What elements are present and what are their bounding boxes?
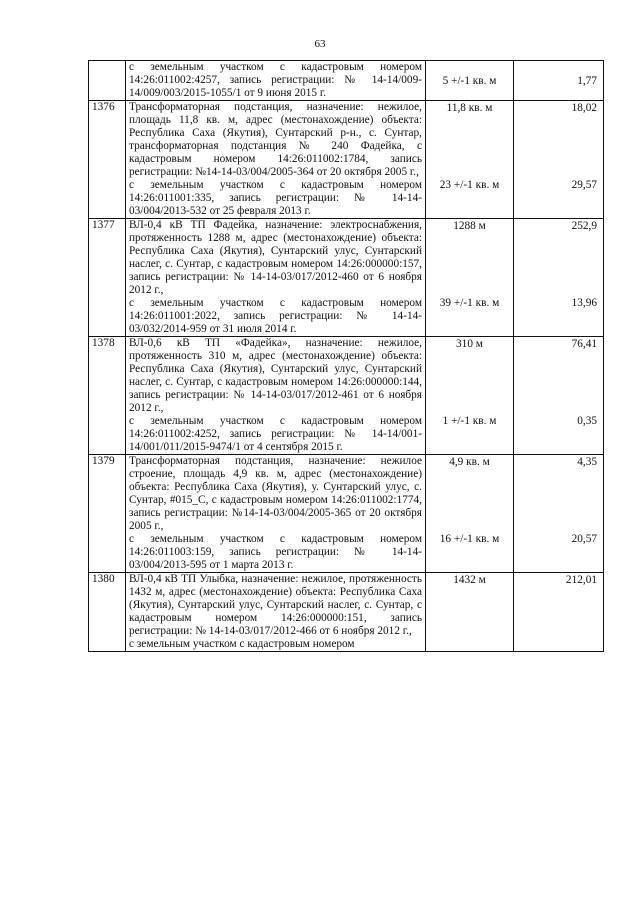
area-value: 310 м — [456, 337, 483, 350]
value-cell — [514, 573, 604, 652]
cost-value: 18,02 — [571, 101, 597, 114]
value-cell — [514, 337, 604, 455]
land-plot-description: с земельным участком с кадастровым номером — [129, 638, 355, 650]
page-number: 63 — [314, 38, 326, 50]
row-number — [89, 61, 126, 101]
area-value: 1288 м — [453, 219, 486, 232]
row-number: 1379 — [89, 455, 126, 573]
area-cell — [426, 219, 514, 337]
object-description: Трансформаторная подстанция, назначение: нежилое, площадь 11,8 кв. м, адрес (местонахождение) объекта: Республика Саха (Якутия), Сунтарский р-н., с. Сунтар, трансформаторная подстанция № 240 Фадейка, с кадастровым номером 14:26:011002:1784, запись регистрации: №14-14-03/004/2005-364 от 20 октября 2005 г., — [129, 101, 422, 178]
cost-value: 0,35 — [577, 415, 597, 427]
row-number: 1380 — [89, 573, 126, 652]
table-body — [89, 61, 604, 652]
area-value: 5 +/-1 кв. м — [442, 74, 497, 87]
area-value: 1432 м — [453, 573, 486, 586]
object-description: ВЛ-0,6 кВ ТП «Фадейка», назначение: нежилое, протяженность 310 м, адрес (местонахождение) объекта: Республика Саха (Якутия), Сунтарский улус, Сунтарский наслег, с. Сунтар, с кадастровым номером 14:26:000000:144, запись регистрации: № 14-14-03/017/2012-461 от 6 ноября 2012 г., — [129, 337, 422, 414]
area-value: 4,9 кв. м — [449, 455, 490, 468]
table-row — [89, 573, 604, 652]
cost-value: 20,57 — [571, 533, 597, 545]
land-plot-description: с земельным участком с кадастровым номером 14:26:011002:4252, запись регистрации: № 14-14/001-14/001/011/2015-9474/1 от 4 сентября 2015 г. — [129, 415, 422, 453]
area-cell — [426, 61, 514, 101]
area-cell — [426, 101, 514, 219]
cost-value: 4,35 — [577, 455, 597, 468]
land-plot-description: с земельным участком с кадастровым номером 14:26:011001:2022, запись регистрации: № 14-14-03/032/2014-959 от 31 июля 2014 г. — [129, 297, 422, 335]
area-value: 39 +/-1 кв. м — [439, 297, 500, 309]
object-description: ВЛ-0,4 кВ ТП Фадейка, назначение: электроснабжения, протяженность 1288 м, адрес (местонахождение) объекта: Республика Саха (Якутия), Сунтарский улус, Сунтарский наслег, с. Сунтар, с кадастровым номером 14:26:000000:157, запись регистрации: № 14-14-03/017/2012-460 от 6 ноября 2012 г., — [129, 219, 422, 296]
cost-value: 1,77 — [577, 74, 597, 87]
area-value: 16 +/-1 кв. м — [439, 533, 500, 545]
object-description-cell — [126, 337, 426, 455]
cost-value: 29,57 — [571, 179, 597, 191]
area-value: 1 +/-1 кв. м — [442, 415, 497, 427]
value-cell — [514, 219, 604, 337]
object-description: ВЛ-0,4 кВ ТП Улыбка, назначение: нежилое, протяженность 1432 м, адрес (местонахождение) объекта: Республика Саха (Якутия), Сунтарский улус, Сунтарский наслег, с. Сунтар, с кадастровым номером 14:26:000000:151, запись регистрации: № 14-14-03/017/2012-466 от 6 ноября 2012 г., — [129, 573, 422, 637]
object-description-cell — [126, 455, 426, 573]
object-description: с земельным участком с кадастровым номером 14:26:011002:4257, запись регистрации: № 14-14/009-14/009/003/2015-1055/1 от 9 июня 2015 г. — [129, 61, 422, 99]
cost-value: 252,9 — [571, 219, 597, 232]
area-cell — [426, 337, 514, 455]
cost-value: 76,41 — [571, 337, 597, 350]
object-description-cell — [126, 219, 426, 337]
area-cell — [426, 573, 514, 652]
object-description: Трансформаторная подстанция, назначение: нежилое строение, площадь 4,9 кв. м, адрес (местонахождение) объекта: Республика Саха (Якутия), у. Сунтарский улус, с. Сунтар, #015_С, с кадастровым номером 14:26:011002:1774, запись регистрации: №14-14-03/004/2005-365 от 20 октября 2005 г., — [129, 455, 422, 532]
land-plot-description: с земельным участком с кадастровым номером 14:26:011003:159, запись регистрации: № 14-14-03/004/2013-595 от 1 марта 2013 г. — [129, 533, 422, 571]
object-description-cell — [126, 573, 426, 652]
property-register-table — [88, 60, 604, 652]
row-number: 1376 — [89, 101, 126, 219]
row-number: 1378 — [89, 337, 126, 455]
value-cell — [514, 61, 604, 101]
area-value: 23 +/-1 кв. м — [439, 179, 500, 191]
object-description-cell — [126, 101, 426, 219]
row-number: 1377 — [89, 219, 126, 337]
table-row — [89, 219, 604, 337]
area-cell — [426, 455, 514, 573]
value-cell — [514, 455, 604, 573]
object-description-cell — [126, 61, 426, 101]
area-value: 11,8 кв. м — [446, 101, 493, 114]
table-row — [89, 337, 604, 455]
value-cell — [514, 101, 604, 219]
table-row — [89, 101, 604, 219]
cost-value: 212,01 — [565, 573, 597, 586]
land-plot-description: с земельным участком с кадастровым номером 14:26:011001:335, запись регистрации: № 14-14-03/004/2013-532 от 25 февраля 2013 г. — [129, 179, 422, 217]
table-row — [89, 455, 604, 573]
table-row — [89, 61, 604, 101]
cost-value: 13,96 — [571, 297, 597, 309]
